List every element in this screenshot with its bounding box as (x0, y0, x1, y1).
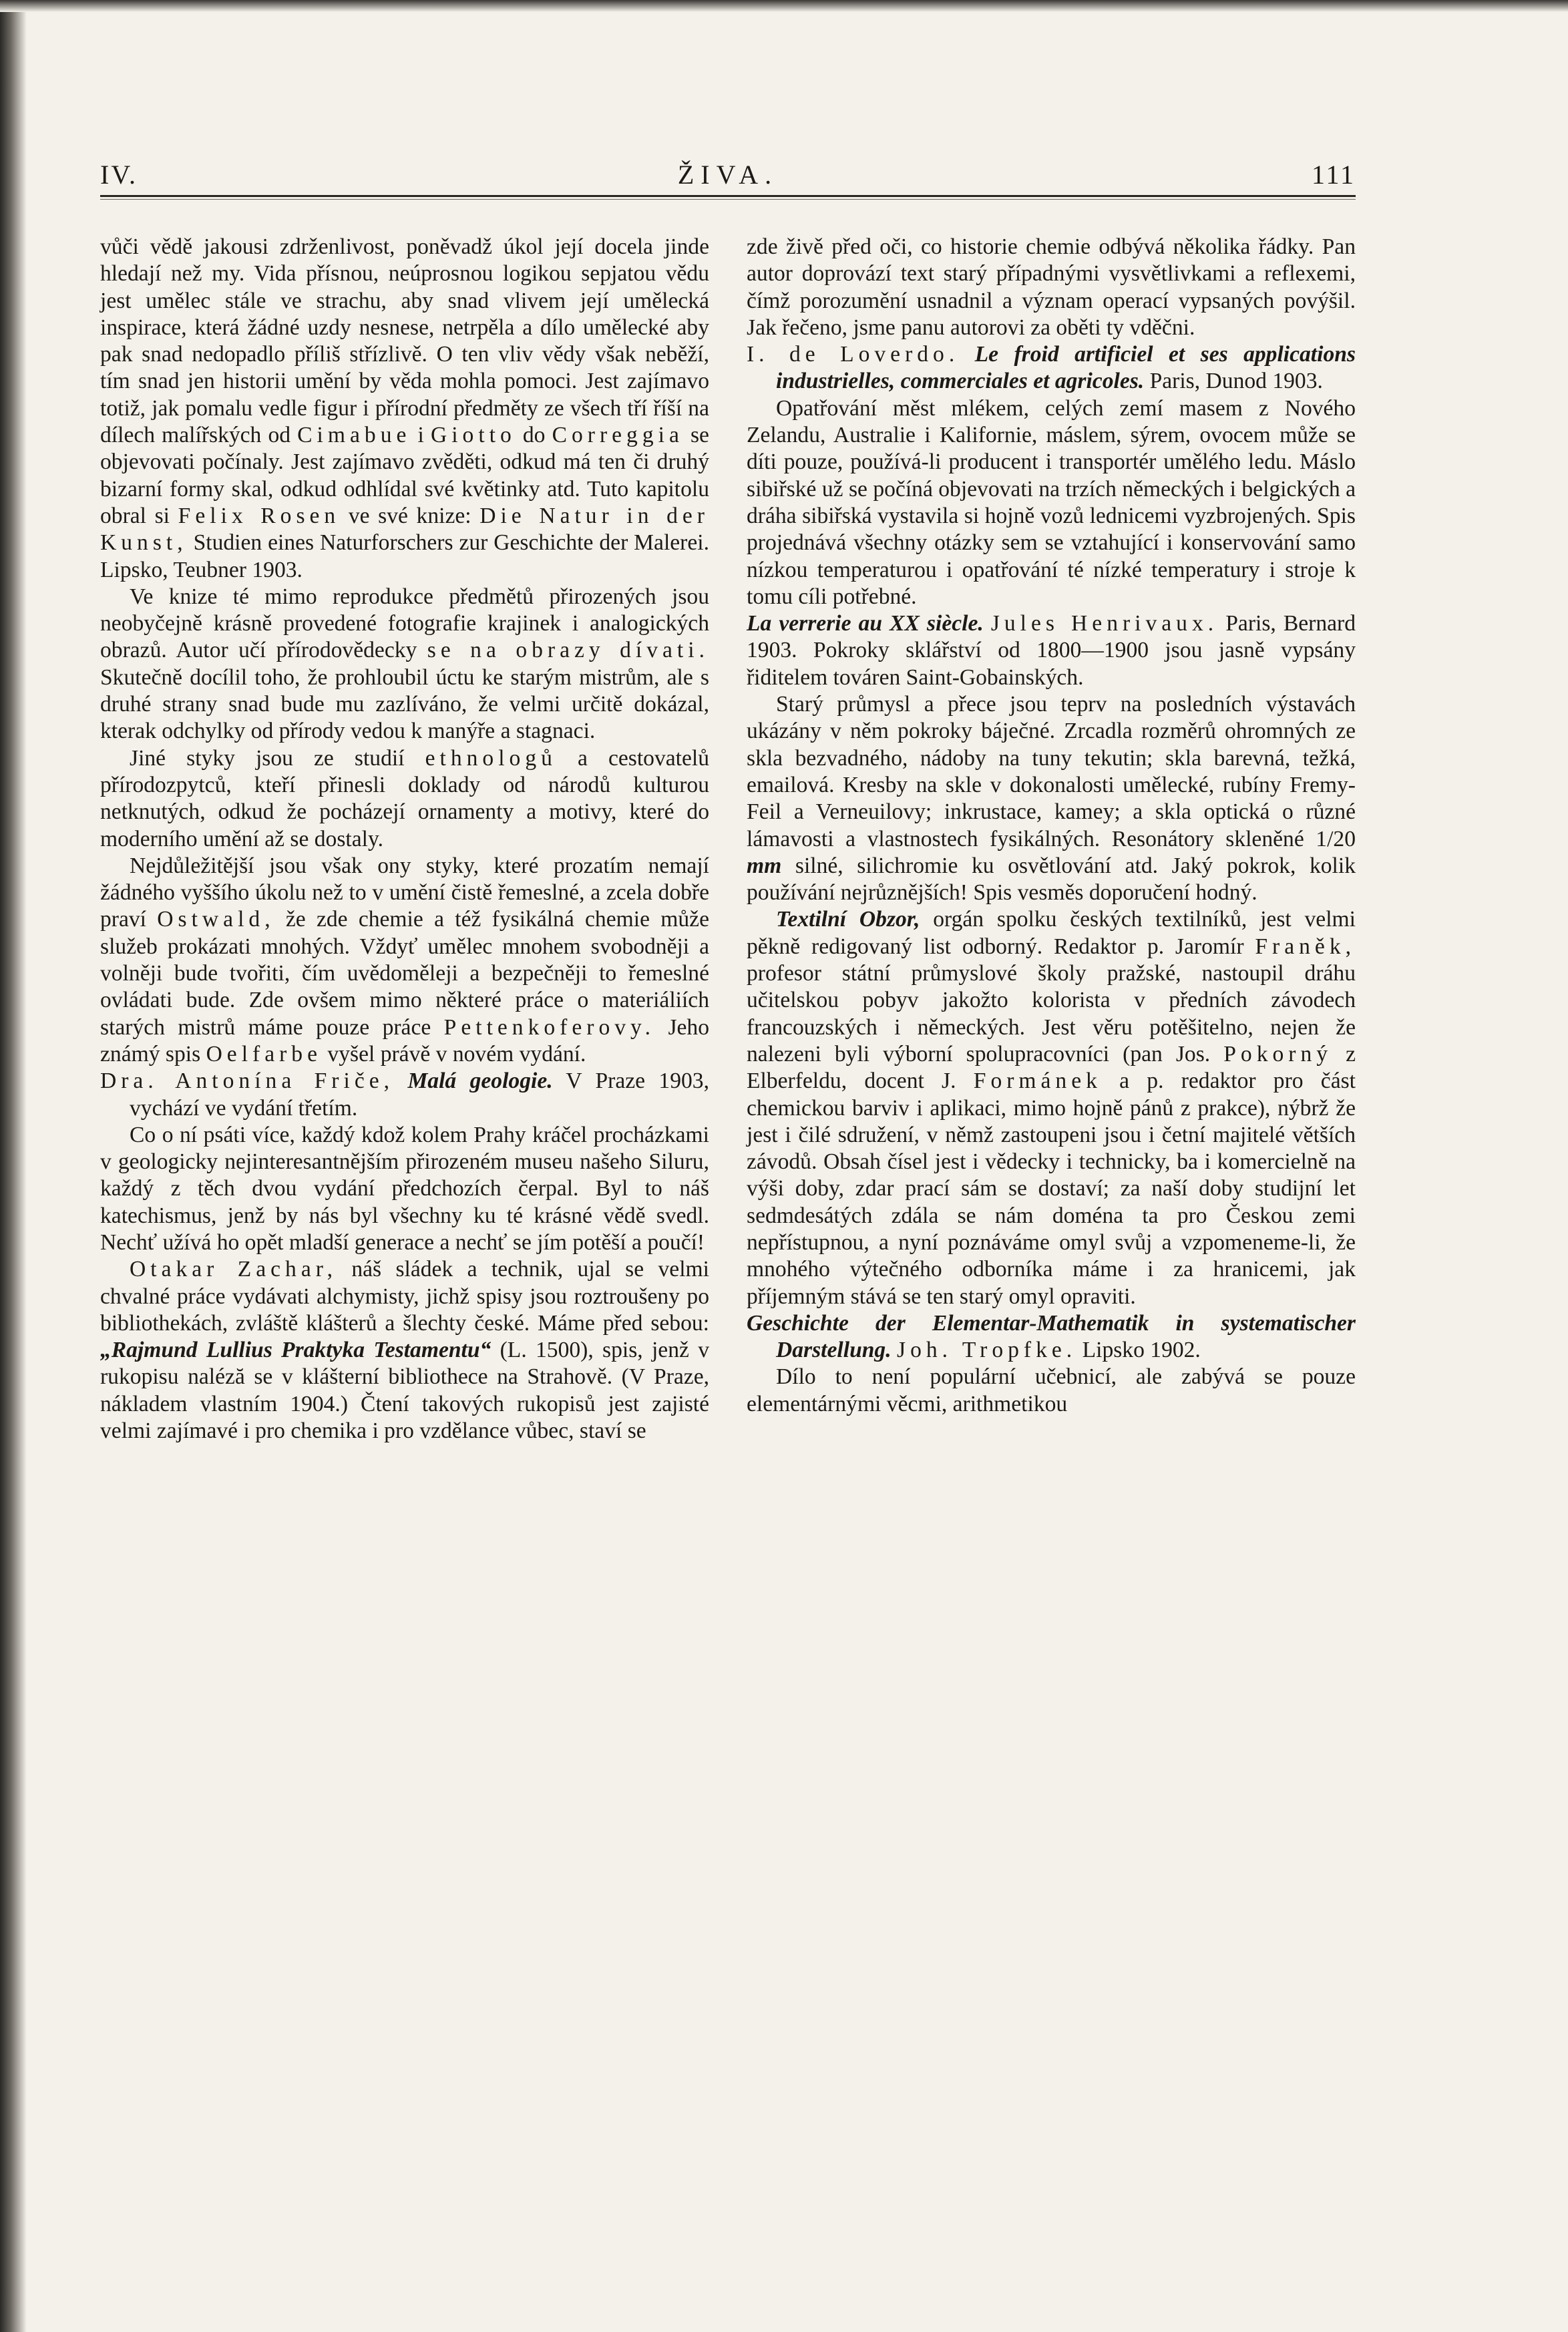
text: Jeho známý spis (100, 1014, 709, 1066)
author-spaced: Dra. Antonína Friče, (100, 1068, 395, 1094)
name-spaced: Felix Rosen (178, 503, 341, 528)
page-number: 111 (1311, 160, 1356, 190)
text: Skutečně docílil toho, že prohloubil úctu ke starým mistrům, ale s druhé strany snad bude mu zazlíváno, že velmi určitě dokázal, kterak odchylky od přírody vedou k manýře a stagnaci. (100, 664, 709, 744)
text: profesor státní průmyslové školy pražské, nastoupil dráhu učitelskou pobyv jakožto kolorista v předních závodech francouzských i německých. Jest věru potěšitelno, nejen že nalezeni byli výborní spolupracovníci (pan Jos. (747, 961, 1356, 1066)
book-title-spaced: Die Natur in der Kunst, (100, 503, 709, 556)
journal-page (100, 152, 1356, 2263)
book-title: Malá geologie. (407, 1068, 553, 1094)
emphasis-spaced: ethnologů (425, 745, 557, 771)
text: Opatřování měst mlékem, celých zemí masem z Nového Zelandu, Australie i Kalifornie, máslem, sýrem, ovocem může se díti pouze, používá-li producent i transportér umělého ledu. Máslo sibiřské už se počíná objevovati na trzích německých i belgických a dráha sibiřská vystavila si hojně vozů lednicemi vyzbrojených. Spis projednává všechny otázky sem se vztahující i konservování samo nízkou temperaturou i opatřování té nízké temperatury i stroje k tomu cíli potřebné. (747, 395, 1356, 609)
author-spaced: Joh. Tropfke. (897, 1338, 1077, 1363)
text: ve své knize: (348, 503, 471, 528)
header-rule (100, 195, 1356, 197)
paragraph (100, 853, 709, 1068)
name-spaced: Ostwald, (157, 907, 275, 932)
text: z Elberfeldu, docent J. (747, 1041, 1356, 1094)
text: (L. 1500), spis, jenž v rukopisu naléză se v klášterní bibliothece na Strahově. (V Praze, nákladem vlastním 1904.) Čtení takových rukopisů jest zajisté velmi zajímavé i pro chemika i pro vzdělance vůbec, staví se (100, 1338, 709, 1444)
book-entry (747, 610, 1356, 691)
text: že zde chemie a též fysikálná chemie může služeb prokázati mnohých. Vždyť umělec mnohem svobodněji a volněji bude tvořiti, čím uvědoměleji a bezpečněji to řemeslné ovládati bude. Zde ovšem mimo některé práce o materiáliích starých mistrů máme pouze práce (100, 907, 709, 1040)
name-spaced: Otakar Zachar, (130, 1257, 337, 1282)
text: Lipsko 1902. (1082, 1338, 1201, 1363)
right-column (747, 234, 1356, 1444)
book-title: „Rajmund Lullius Praktyka Testamentu“ (100, 1338, 492, 1363)
text: V Praze 1903, vychází ve vydání třetím. (130, 1068, 709, 1121)
text-columns (100, 234, 1356, 1444)
text: Starý průmysl a přece jsou teprv na posledních výstavách ukázány v něm pokroky báječné. Zrcadla rozměrů ohromných ze skla bezvadného, nádoby na tuny tekutin; skla barevná, težká, emailová. Kresby na skle v dokonalosti umělecké, rubíny Fremy-Feil a Verneuilovy; inkrustace, kamey; a skla optická o různé lámavosti a vlastnostech fysikálných. Resonátory skleněné (747, 692, 1356, 851)
emphasis-spaced: se na obrazy dívati. (427, 638, 709, 663)
text: se objevovati počínaly. Jest zajímavo zvěděti, odkud má ten či druhý bizarní formy skal, odkud odhlídal své květinky atd. Tuto kapitolu obral si (100, 423, 709, 528)
author-spaced: Jules Henrivaux. (990, 611, 1219, 636)
paragraph (100, 1122, 709, 1256)
author-spaced: I. de Loverdo. (747, 342, 960, 367)
name-spaced: Cimabue (297, 423, 411, 448)
text: Paris, Dunod 1903. (1149, 369, 1323, 394)
name-spaced: Giotto (430, 423, 516, 448)
scan-edge-top (0, 0, 1568, 12)
text: i (417, 423, 424, 448)
paragraph (747, 691, 1356, 906)
name-spaced: Pettenkoferovy. (443, 1014, 656, 1040)
text: Jiné styky jsou ze studií (130, 745, 405, 771)
paragraph (100, 584, 709, 745)
book-title: Geschichte der Elementar-Mathematik in systematischer Darstellung. (747, 1310, 1356, 1363)
text: do (522, 423, 546, 448)
paragraph (747, 906, 1356, 1310)
journal-title: ŽIVA. (677, 160, 779, 190)
book-entry (747, 341, 1356, 395)
name-spaced: Oelfarbe (206, 1041, 323, 1066)
text: Co o ní psáti více, každý kdož kolem Prahy kráčel procházkami v geologicky nejinteresantnějším přirozeném museu našeho Siluru, každý z těch dvou vydání předchozích čerpal. Byl to náš katechismus, jenž by nás byl všechny ku té krásné vědě svedl. Nechť užívá ho opět mladší generace a nechť se jím potěší a poučí! (100, 1122, 709, 1255)
paragraph (747, 395, 1356, 610)
book-entry (747, 1310, 1356, 1364)
name-spaced: Pokorný (1223, 1041, 1333, 1066)
text: orgán spolku českých textilníků, jest velmi pěkně redigovaný list odborný. Redaktor p. Jaromír (747, 907, 1356, 959)
text: a p. redaktor pro část chemickou barviv i aplikaci, mimo hojně pánů z prakce), nýbrž že jest i čilé sdružení, v němž zastoupeni jsou i četní majitelé větších závodů. Obsah čísel jest i vědecky i technicky, ba i komercielně na výši doby, zdar prací sám se dostaví; za naší doby studijní let sedmdesátých zdála se nám doména ta pro Českou zemi nepřístupnou, a nyní poznáváme omyl svůj a vzpomeneme-li, že mnohého výtečného odborníka máme i za hranicemi, jak příjemným stává se ten starý omyl opraviti. (747, 1068, 1356, 1309)
scan-edge (0, 0, 27, 2332)
text: vyšel právě v novém vydání. (327, 1041, 586, 1066)
name-spaced: Correggia (552, 423, 684, 448)
text: Nejdůležitější jsou však ony styky, které prozatím nemají žádného vyššího úkolu než to v umění čistě řemeslné, a zcela dobře praví (100, 853, 709, 932)
text: a cestovatelů přírodozpytců, kteří přinesli doklady od národů kulturou netknutých, odkud že pocházejí ornamenty a motivy, které do moderního umění až se dostaly. (100, 745, 709, 851)
text: vůči vědě jakousi zdrženlivost, poněvadž úkol její docela jinde hledají než my. Vida přísnou, neúprosnou logikou sepjatou vědu jest umělec stále ve strachu, aby snad vlivem její umělecká inspirace, která žádné uzdy nesnese, netrpěla a dílo umělecké aby pak snad nedopadlo příliš střízlivě. O ten vliv vědy však neběží, tím snad jen historii umění by věda mohla pomoci. Jest zajímavo totiž, jak pomalu vedle figur i přírodní předměty ze všech tří říší na dílech malířských od (100, 234, 709, 448)
running-head (100, 152, 1356, 199)
header-rule-thin (100, 199, 1356, 200)
paragraph (100, 234, 709, 584)
paragraph (747, 234, 1356, 341)
text: zde živě před oči, co historie chemie odbývá několika řádky. Pan autor doprovází text starý případnými vysvětlivkami a reflexemi, čímž porozumění usnadnil a význam operací vypsaných povýšil. Jak řečeno, jsme panu autorovi za oběti ty vděčni. (747, 234, 1356, 340)
text: Dílo to není populární učebnicí, ale zabývá se pouze elementárnými věcmi, arithmetikou (747, 1364, 1356, 1416)
book-title: Le froid artificiel et ses applications industrielles, commerciales et agricoles. (776, 342, 1356, 394)
name-spaced: Formánek (973, 1068, 1102, 1094)
text: Paris, Bernard 1903. Pokroky sklářství od 1800—1900 jsou jasně vypsány řiditelem továren Saint-Gobainských. (747, 611, 1356, 690)
name-spaced: Franěk, (1255, 934, 1356, 959)
paragraph (100, 745, 709, 853)
text: Studien eines Naturforschers zur Geschichte der Malerei. Lipsko, Teubner 1903. (100, 530, 709, 582)
paragraph (100, 1256, 709, 1444)
book-title: La verrerie au XX siècle. (747, 611, 984, 636)
paragraph (747, 1364, 1356, 1418)
text: Ve knize té mimo reprodukce předmětů přirozených jsou neobyčejně krásně provedené fotografie krajinek i analogických obrazů. Autor učí přírodovědecky (100, 584, 709, 663)
fraction: 1/20 (1316, 826, 1356, 851)
book-entry (100, 1068, 709, 1122)
journal-title: Textilní Obzor, (776, 907, 920, 932)
text: silné, silichromie ku osvětlování atd. Jaký pokrok, kolik používání nejrůznějších! Spis vesměs doporučení hodný. (747, 853, 1356, 906)
left-column (100, 234, 709, 1444)
volume-number: IV. (100, 160, 138, 190)
unit: mm (747, 853, 782, 878)
text: náš sládek a technik, ujal se velmi chvalné práce vydávati alchymisty, jichž spisy jsou roztroušeny po bibliothekách, zvláště klášterů a šlechty české. Máme před sebou: (100, 1257, 709, 1336)
